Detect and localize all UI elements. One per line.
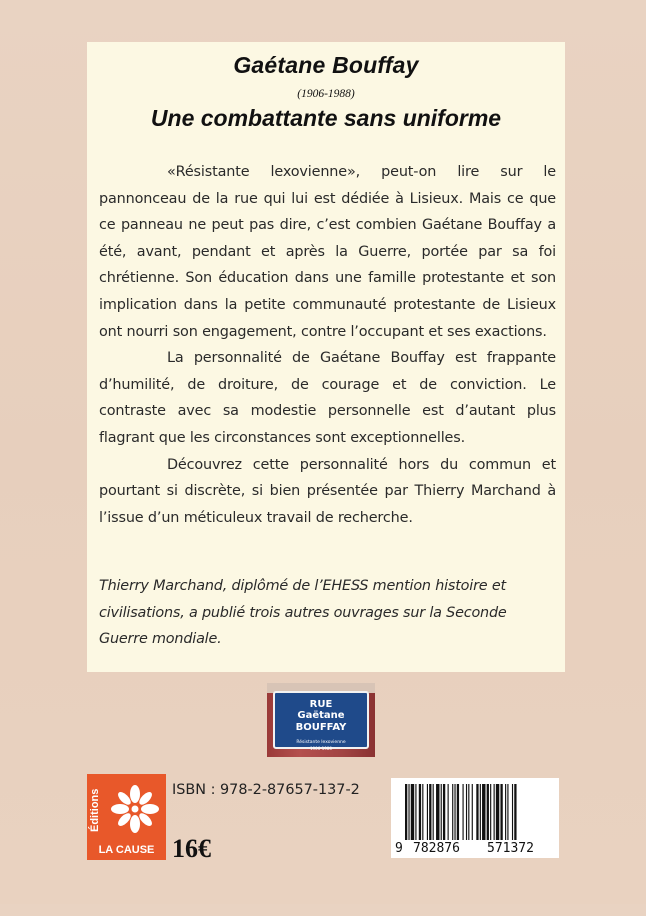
publisher-editions-label: Éditions <box>89 788 101 832</box>
street-sign <box>273 691 369 749</box>
blurb-paragraph: La personnalité de Gaétane Bouffay est frappante d’humilité, de droiture, de courage et de conviction. Le contraste avec sa modestie personnelle est d’autant plus flagrant que les circonstances sont exceptionnelles. <box>99 350 556 446</box>
isbn-number: ISBN : 978-2-87657-137-2 <box>172 782 360 798</box>
author-note-text: Thierry Marchand, diplômé de l’EHESS mention histoire et civilisations, a publié trois autres ouvrages sur la Seconde Guerre mondiale. <box>99 578 507 648</box>
price-label: 16€ <box>172 834 211 863</box>
barcode-right-group: 571372 <box>487 841 534 856</box>
flower-emblem-icon <box>107 780 163 838</box>
blurb-paragraph: «Résistante lexovienne», peut-on lire sur le pannonceau de la rue qui lui est dédiée à Lisieux. Mais ce que ce panneau ne peut pas dire, c’est combien Gaétane Bouffay a été, avant, pendant et après la Guerre, portée par sa foi chrétienne. Son éducation dans une famille protestante et son implication dans la petite communauté protestante de Lisieux ont nourri son engagement, contre l’occupant et ses exactions. <box>99 164 556 340</box>
barcode-bars <box>391 778 559 844</box>
author-note <box>99 573 559 653</box>
sign-line-caption: Résistante lexovienne <box>296 740 346 745</box>
street-sign-photo <box>267 683 375 757</box>
blurb-paragraph: Découvrez cette personnalité hors du commun et pourtant si discrète, si bien présentée par Thierry Marchand à l’issue d’un méticuleux travail de recherche. <box>99 456 556 526</box>
barcode <box>391 778 559 858</box>
sign-line-rue: RUE <box>309 699 333 710</box>
barcode-digits <box>391 841 559 857</box>
back-cover-panel <box>87 42 565 672</box>
book-title: Gaétane Bouffay <box>233 52 419 78</box>
book-subtitle: Une combattante sans uniforme <box>150 105 502 131</box>
barcode-left-group: 782876 <box>413 841 460 856</box>
sign-line-dates: 1906-1988 <box>310 746 332 751</box>
publisher-logo <box>87 774 166 860</box>
sign-line-name: Gaëtane BOUFFAY <box>295 710 347 733</box>
publisher-name: LA CAUSE <box>98 844 155 856</box>
barcode-first-digit: 9 <box>395 841 403 856</box>
life-dates: (1906-1988) <box>297 88 355 100</box>
blurb <box>99 159 556 531</box>
